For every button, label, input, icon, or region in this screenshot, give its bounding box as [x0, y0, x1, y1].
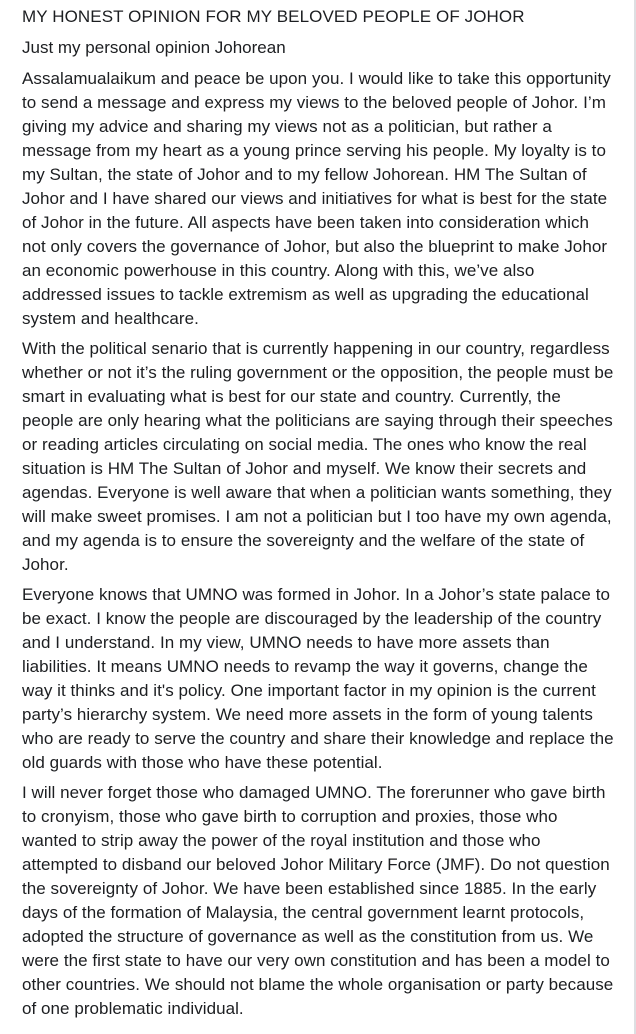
paragraph-3: Everyone knows that UMNO was formed in Johor. In a Johor’s state palace to be exact. I know the people are discouraged by the leadership of the country and I understand. In my view, UMNO needs to have more assets than liabilities. It means UMNO needs to revamp the way it governs, change the way it thinks and it's policy. One important factor in my opinion is the current party’s hierarchy system. We need more assets in the form of young talents who are ready to serve the country and share their knowledge and replace the old guards with those who have these potential.	[22, 585, 614, 772]
paragraph-1: Assalamualaikum and peace be upon you. I would like to take this opportunity to send a message and express my views to the beloved people of Johor. I’m giving my advice and sharing my views not as a politician, but rather a message from my heart as a young prince serving his people. My loyalty is to my Sultan, the state of Johor and to my fellow Johorean. HM The Sultan of Johor and I have shared our views and initiatives for what is best for the state of Johor in the future. All aspects have been taken into consideration which not only covers the governance of Johor, but also the blueprint to make Johor an economic powerhouse in this country. Along with this, we’ve also addressed issues to tackle extremism as well as upgrading the educational system and healthcare.	[22, 69, 611, 328]
article-subtitle: Just my personal opinion Johorean	[22, 38, 286, 57]
paragraph-2: With the political senario that is currently happening in our country, regardless whether or not it’s the ruling government or the opposition, the people must be smart in evaluating what is best for our state and country. Currently, the people are only hearing what the politicians are saying through their speeches or reading articles circulating on social media. The ones who know the real situation is HM The Sultan of Johor and myself. We know their secrets and agendas. Everyone is well aware that when a politician wants something, they will make sweet promises. I am not a politician but I too have my own agenda, and my agenda is to ensure the sovereignty and the welfare of the state of Johor.	[22, 339, 614, 574]
article-title: MY HONEST OPINION FOR MY BELOVED PEOPLE OF JOHOR	[22, 7, 525, 26]
paragraph-4: I will never forget those who damaged UMNO. The forerunner who gave birth to cronyism, those who gave birth to corruption and proxies, those who wanted to strip away the power of the royal institution and those who attempted to disband our beloved Johor Military Force (JMF). Do not question the sovereignty of Johor. We have been established since 1885. In the early days of the formation of Malaysia, the central government learnt protocols, adopted the structure of governance as well as the constitution from us. We were the first state to have our very own constitution and has been a model to other countries. We should not blame the whole organisation or party because of one problematic individual.	[22, 783, 614, 1018]
